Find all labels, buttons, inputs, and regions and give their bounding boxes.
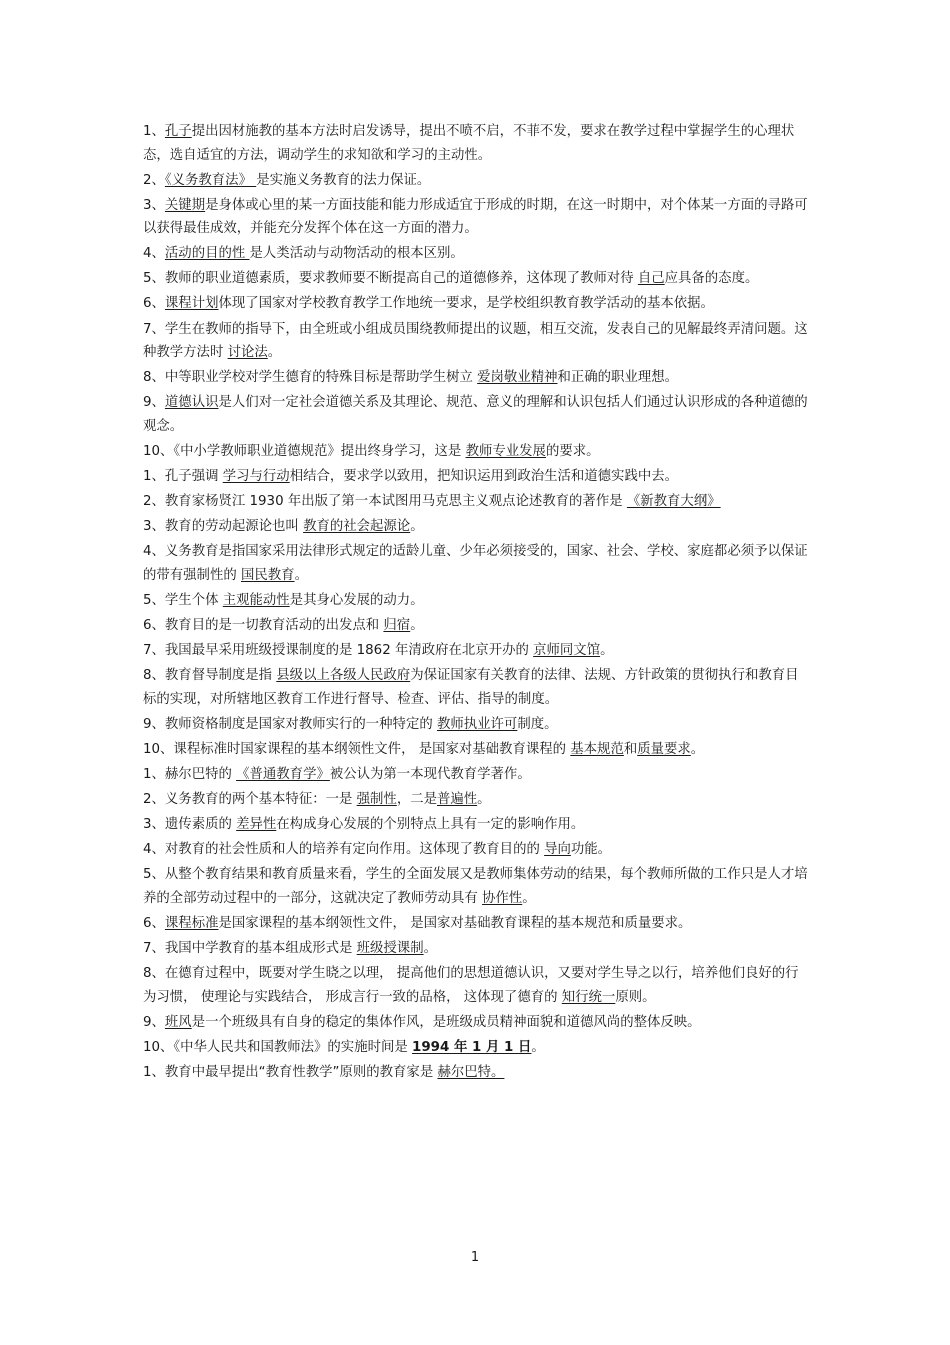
question-text: 提出因材施教的基本方法时启发诱导，提出不喷不启，不菲不发，要求在教学过程中掌握学生的心理状态，选自适宜的方法，调动学生的求知欲和学习的主动性。 [143,124,795,163]
question-text: 是人类活动与动物活动的根本区别。 [249,246,464,262]
question-text: 10、课程标准时国家课程的基本纲领性文件， 是国家对基础教育课程的 [143,741,571,757]
answer-blank: 学习与行动 [222,468,290,484]
question-item [143,838,808,862]
question-text: 9、 [143,1014,165,1030]
question-item [143,589,808,613]
question-item [143,292,808,316]
answer-blank: 国民教育 [241,567,295,583]
answer-blank: 差异性 [236,817,277,833]
question-text: 原则。 [615,989,656,1005]
question-text: 8、在德育过程中，既要对学生晓之以理， 提高他们的思想道德认识，又要对学生导之以行，培养他们良好的行为习惯， 使理论与实践结合， 形成言行一致的品格， 这体现了德育的 [143,966,799,1005]
question-text: 6、 [143,296,165,312]
question-text: 是实施义务教育的法力保证。 [256,172,431,188]
question-text: 7、我国中学教育的基本组成形式是 [143,940,357,956]
question-item [143,120,808,167]
question-item [143,267,808,291]
question-item [143,242,808,266]
answer-blank: 主观能动性 [222,592,290,608]
question-text: 2、 [143,172,165,188]
question-item [143,863,808,910]
question-text: 1、赫尔巴特的 [143,766,237,782]
question-text: 相结合，要求学以致用，把知识运用到政治生活和道德实践中去。 [289,468,679,484]
question-text: 8、中等职业学校对学生德育的特殊目标是帮助学生树立 [143,370,478,386]
question-item [143,366,808,390]
question-text: 4、对教育的社会性质和人的培养有定向作用。这体现了教育目的的 [143,842,545,858]
question-text: 是一个班级具有自身的稳定的集体作风，是班级成员精神面貌和道德风尚的整体反映。 [191,1014,701,1030]
question-text: 是人们对一定社会道德关系及其理论、规范、意义的理解和认识包括人们通过认识形成的各种道德的观念。 [143,395,808,434]
question-item [143,937,808,961]
answer-blank: 关键期 [164,197,206,213]
question-item [143,515,808,539]
question-text: 为保证国家有关教育的法律、法规、方针政策的贯彻执行和教育目标的实现，对所辖地区教育工作进行督导、检查、评估、指导的制度。 [143,668,799,707]
question-text: 9、 [143,395,165,411]
answer-blank: 讨论法 [227,345,268,361]
answer-blank: 知行统一 [561,989,616,1005]
question-text: 9、教师资格制度是国家对教师实行的一种特定的 [143,716,437,732]
question-text: 和 [623,741,638,757]
answer-blank: 强制性 [356,791,397,807]
question-item [143,738,808,762]
question-text: 应具备的态度。 [664,271,759,287]
question-item [143,1011,808,1035]
question-text: 6、教育目的是一切教育活动的出发点和 [143,617,384,633]
answer-blank: 协作性 [482,890,523,906]
answer-blank: 活动的目的性 [164,246,250,262]
question-item [143,639,808,663]
question-text: 的要求。 [545,443,600,459]
question-item [143,763,808,787]
question-text: 10、《中小学教师职业道德规范》提出终身学习，这是 [143,443,466,459]
question-text: 3、教育的劳动起源论也叫 [143,519,304,535]
question-item [143,788,808,812]
answer-blank: 赫尔巴特。 [437,1064,505,1080]
question-list [143,120,808,1086]
question-text: 制度。 [517,716,558,732]
answer-blank: 道德认识 [164,395,219,411]
question-text: 6、 [143,915,165,931]
question-text: ，二是 [396,791,437,807]
question-item [143,1061,808,1085]
answer-blank: 自己 [637,271,665,287]
question-text: 5、学生个体 [143,592,223,608]
question-text: 。 [410,519,424,535]
answer-blank: 1994 年 1 月 1 日 [412,1039,532,1055]
question-text: 1、教育中最早提出“教育性教学”原则的教育家是 [143,1064,438,1080]
question-text: 10、《中华人民共和国教师法》的实施时间是 [143,1039,413,1055]
question-item [143,440,808,464]
answer-blank: 质量要求 [637,741,691,757]
question-text: 。 [294,567,308,583]
question-text: 被公认为第一本现代教育学著作。 [329,766,531,782]
answer-blank: 归宿 [383,617,411,633]
question-text: 。 [423,940,437,956]
answer-blank: 班风 [164,1014,192,1030]
question-text: 。 [531,1039,545,1055]
question-item [143,1036,808,1060]
question-text: 1、孔子强调 [143,468,223,484]
question-text: 7、我国最早采用班级授课制度的是 1862 年清政府在北京开办的 [143,643,534,658]
question-text: 5、教师的职业道德素质，要求教师要不断提高自己的道德修养，这体现了教师对待 [143,271,638,287]
question-text: 2、教育家杨贤江 1930 年出版了第一本试图用马克思主义观点论述教育的著作是 [143,494,627,510]
answer-blank: 普遍性 [436,791,478,807]
question-item [143,490,808,514]
question-text: 1、 [143,124,165,139]
question-text: 3、遗传素质的 [143,817,237,833]
answer-blank: 课程计划 [164,296,219,312]
answer-blank: 《新教育大纲》 [626,494,721,510]
page-number: 1 [470,1250,480,1265]
question-item [143,194,808,241]
question-text: 。 [690,741,705,757]
question-item [143,318,808,365]
question-text: 8、教育督导制度是指 [143,668,277,684]
question-item [143,813,808,837]
question-item [143,614,808,638]
question-item [143,664,808,711]
question-text: 在构成身心发展的个别特点上具有一定的影响作用。 [276,817,585,833]
question-text: 4、义务教育是指国家采用法律形式规定的适龄儿童、少年必须接受的，国家、社会、学校、家庭都必须予以保证的带有强制性的 [143,544,808,583]
answer-blank: 班级授课制 [356,940,424,956]
question-text: 。 [522,890,536,906]
answer-blank: 爱岗敬业精神 [477,370,558,386]
question-text: 体现了国家对学校教育教学工作地统一要求，是学校组织教育教学活动的基本依据。 [218,296,714,312]
question-item [143,169,808,193]
question-text: 。 [477,791,491,807]
question-item [143,465,808,489]
question-text: 2、义务教育的两个基本特征：一是 [143,791,357,807]
answer-blank: 孔子 [164,124,192,139]
answer-blank: 课程标准 [164,915,219,931]
answer-blank: 教师执业许可 [436,716,518,732]
answer-blank: 导向 [544,842,571,858]
question-item [143,912,808,936]
question-text: 5、从整个教育结果和教育质量来看，学生的全面发展又是教师集体劳动的结果，每个教师所做的工作只是人才培养的全部劳动过程中的一部分，这就决定了教师劳动具有 [143,867,808,906]
question-text: 。 [410,617,424,633]
answer-blank: 教师专业发展 [465,443,546,459]
question-text: 功能。 [570,842,612,858]
question-item [143,391,808,438]
question-text: 3、 [143,197,165,213]
question-text: 是国家课程的基本纲领性文件， 是国家对基础教育课程的基本规范和质量要求。 [218,915,692,931]
question-item [143,962,808,1009]
answer-blank: 县级以上各级人民政府 [276,668,411,684]
answer-blank: 基本规范 [570,741,624,757]
question-item [143,713,808,737]
answer-blank: 《义务教育法》 [164,172,257,188]
answer-blank: 京师同文馆 [533,643,601,658]
question-text: 和正确的职业理想。 [557,370,679,386]
question-text: 。 [600,643,614,658]
question-text: 7、学生在教师的指导下，由全班或小组成员围绕教师提出的议题，相互交流，发表自己的见解最终弄清问题。这种教学方法时 [143,321,808,361]
question-text: 。 [267,345,282,361]
question-text: 4、 [143,246,165,262]
question-item [143,540,808,587]
answer-blank: 《普通教育学》 [236,766,330,782]
question-text: 是身体或心里的某一方面技能和能力形成适宜于形成的时期，在这一时期中，对个体某一方面的寻路可以获得最佳成效，并能充分发挥个体在这一方面的潜力。 [143,197,808,237]
question-text: 是其身心发展的动力。 [289,592,424,608]
answer-blank: 教育的社会起源论 [303,519,411,535]
